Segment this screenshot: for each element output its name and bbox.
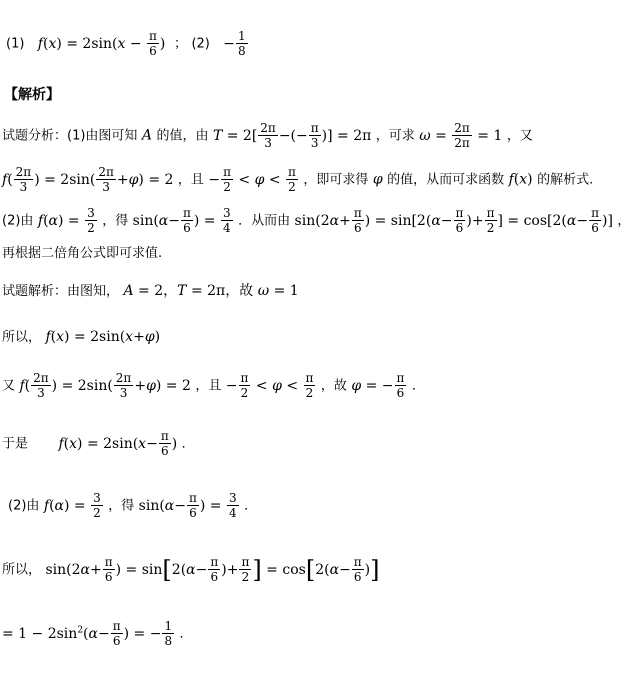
solution-line-2: 所以， f(x) = 2sin(x+φ): [2, 329, 161, 345]
answer-part1-formula: f(x) = 2sin(x − $\frac{\pi}{6}$ ): [37, 29, 166, 58]
section-heading: 【解析】: [4, 87, 60, 103]
solution-line-4: 于是 f(x) = 2sin(x− $\frac{\pi}{6}$ ) ．: [2, 429, 195, 458]
answer-part2-value: − $\frac{1}{8}$: [214, 29, 246, 58]
solution-line-6: 所以， sin(2α+ $\frac{\pi}{6}$ ) = sin[2(α− $\frac{\pi}{6}$ )+ $\frac{\pi}{2}$ ] = cos[2(α− $\frac{\pi}{6}$ )]: [2, 555, 380, 584]
analysis-line-1: 试题分析：(1)由图可知 A 的值，由 T = 2[ $\frac{2\pi}{3}$ −(− $\frac{\pi}{3}$ )] = 2π ，可求 ω = $\frac{2\pi}{2\pi}$ = 1 ，又: [2, 121, 533, 150]
analysis-line-2: f( $\frac{2\pi}{3}$ ) = 2sin( $\frac{2\pi}{3}$ +φ) = 2 ，且 − $\frac{\pi}{2}$ < φ < $\frac{\pi}{2}$ ，即可求得 φ 的值，从而可求函数 f(x) 的解析式.: [2, 165, 594, 194]
answer-part1-label: (1): [6, 36, 25, 52]
analysis-line-3: (2)由 f(α) = $\frac{3}{2}$ ，得 sin(α− $\frac{\pi}{6}$ ) = $\frac{3}{4}$ ．从而由 sin(2α+ $\frac{\pi}{6}$ ) = sin[2(α− $\frac{\pi}{6}$ )+ $\frac{\pi}{2}$ ] = cos[2(α− $\frac{\pi}{6}$ )] ，: [2, 206, 630, 235]
solution-line-1: 试题解析：由图知， A = 2，T = 2π，故 ω = 1: [2, 283, 299, 299]
solution-line-3: 又 f( $\frac{2\pi}{3}$ ) = 2sin( $\frac{2\pi}{3}$ +φ) = 2 ，且 − $\frac{\pi}{2}$ < φ < $\frac{\pi}{2}$ ，故 φ = − $\frac{\pi}{6}$ ．: [2, 371, 425, 400]
answer-part2-label: (2): [191, 36, 210, 52]
solution-line-5: (2)由 f(α) = $\frac{3}{2}$ ，得 sin(α− $\frac{\pi}{6}$ ) = $\frac{3}{4}$ ．: [8, 491, 258, 520]
answer-line: (1) f(x) = 2sin(x − $\frac{\pi}{6}$ ) ； (2) − $\frac{1}{8}$: [6, 30, 249, 57]
analysis-line-4: 再根据二倍角公式即可求值.: [2, 246, 163, 261]
solution-line-7: = $1 - 2\sin^2(\alpha-$ $\frac{\pi}{6}$ ) = − $\frac{1}{8}$ ．: [2, 619, 193, 648]
